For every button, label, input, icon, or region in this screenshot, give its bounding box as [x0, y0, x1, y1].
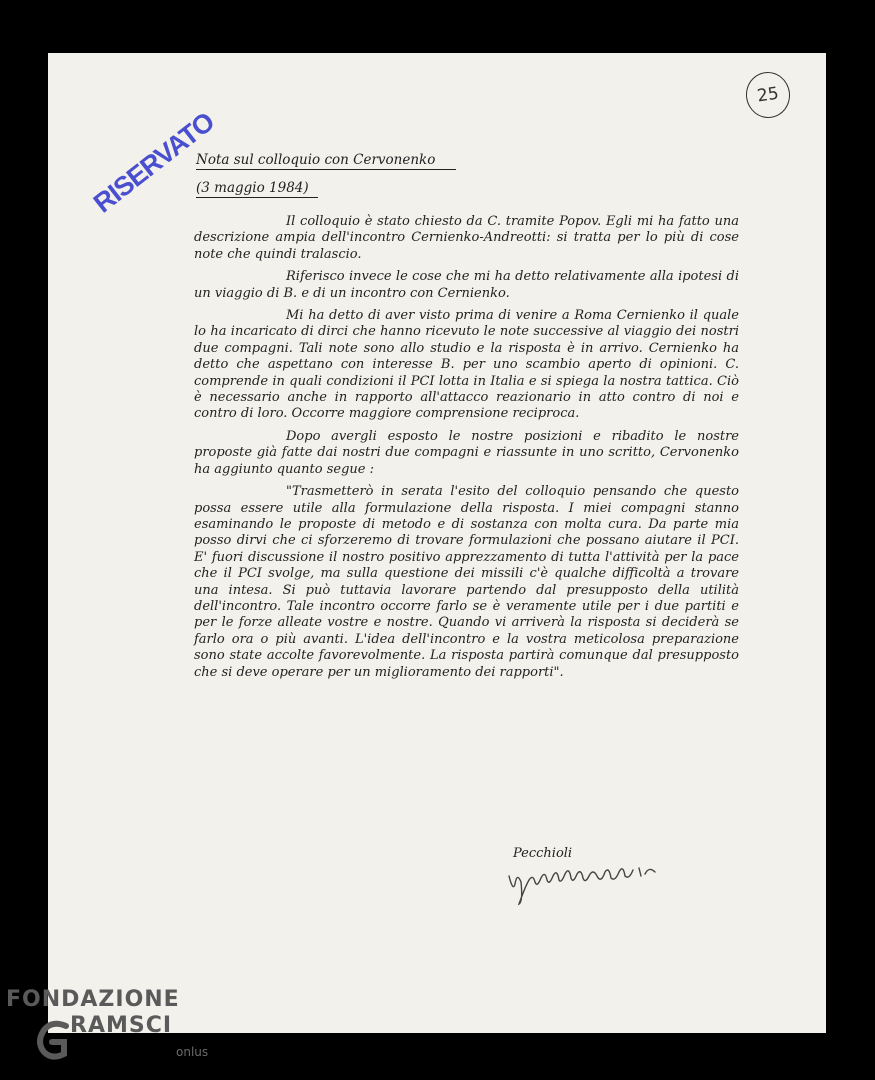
paragraph: Mi ha detto di aver visto prima di venire a Roma Cernienko il quale lo ha incaricato di dirci che hanno ricevuto le note successive al viaggio dei nostri due compagni. Tali note sono allo studio e la risposta è in arrivo. Cernienko ha detto che aspettano con interesse B. per uno scambio aperto di opinioni. C. comprende in quali condizioni il PCI lotta in Italia e si spiega la nostra tattica. Ciò è necessario anche in rapporto all'attacco reazionario in atto contro di noi e contro di loro. Occorre maggiore comprensione reciproca. — [194, 308, 739, 422]
handwritten-signature — [505, 862, 665, 907]
riservato-stamp: RISERVATO — [88, 106, 220, 219]
document-date: (3 maggio 1984) — [196, 180, 318, 198]
signer-name: Pecchioli — [513, 846, 573, 861]
foundation-watermark: FONDAZIONE — [6, 987, 180, 1012]
document-body — [194, 214, 739, 687]
watermark-onlus: onlus — [176, 1045, 209, 1059]
paragraph: Dopo avergli esposto le nostre posizioni e ribadito le nostre proposte già fatte dai nostri due compagni e riassunte in uno scritto, Cervonenko ha aggiunto quanto segue : — [194, 428, 739, 477]
gramsci-g-logo-icon — [36, 1020, 72, 1060]
page-number: 25 — [755, 83, 781, 107]
foundation-watermark-line2: RAMSCI — [70, 1013, 173, 1038]
paragraph: Il colloquio è stato chiesto da C. tramite Popov. Egli mi ha fatto una descrizione ampia dell'incontro Cernienko-Andreotti: si tratta per lo più di cose note che quindi tralascio. — [194, 214, 739, 262]
quoted-paragraph: "Trasmetterò in serata l'esito del colloquio pensando che questo possa essere utile alla formulazione della risposta. I miei compagni stanno esaminando le proposte di metodo e di sostanza con molta cura. Da parte mia posso dirvi che ci sforzeremo di trovare formulazioni che possano aiutare il PCI. E' fuori discussione il nostro positivo apprezzamento di tutta l'attività per la pace che il PCI svolge, ma sulla questione dei missili c'è qualche difficoltà a trovare una intesa. Si può tuttavia lavorare partendo dal presupposto della utilità dell'incontro. Tale incontro occorre farlo se è veramente utile per i due partiti e per le forze alleate vostre e nostre. Quando vi arriverà la risposta si deciderà se farlo ora o più avanti. L'idea dell'incontro e la vostra meticolosa preparazione sono state accolte favorevolmente. La risposta partirà comunque dal presupposto che si deve operare per un miglioramento dei rapporti". — [194, 484, 739, 680]
paragraph: Riferisco invece le cose che mi ha detto relativamente alla ipotesi di un viaggio di B. e di un incontro con Cernienko. — [194, 269, 739, 301]
document-title: Nota sul colloquio con Cervonenko — [196, 152, 456, 170]
